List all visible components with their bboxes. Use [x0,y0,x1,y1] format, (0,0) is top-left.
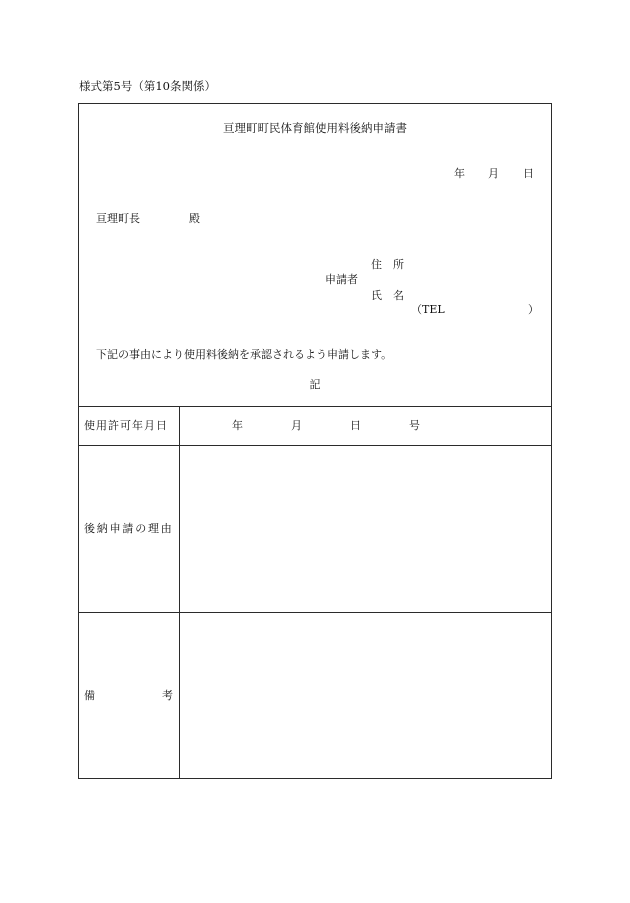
table-top-line [78,406,552,407]
addressee-name: 亘理町長 [96,212,140,225]
permit-date-number: 号 [409,419,420,432]
date-month-label: 月 [488,167,499,180]
addressee-honorific: 殿 [189,212,200,225]
form-title: 亘理町町民体育館使用料後納申請書 [223,121,407,135]
remarks-label-right: 考 [162,689,173,702]
reason-field[interactable] [181,447,550,610]
remarks-field[interactable] [181,614,550,777]
applicant-tel-open: （TEL [411,303,445,316]
date-year-label: 年 [454,167,465,180]
applicant-name-label: 氏 名 [371,289,404,302]
ki-label: 記 [309,378,321,391]
table-row2-line [78,612,552,613]
permit-date-year: 年 [232,419,243,432]
permit-date-label: 使用許可年月日 [84,419,168,432]
permit-date-day: 日 [350,419,361,432]
applicant-address-label: 住 所 [371,258,404,271]
applicant-tel-close: ） [528,303,539,316]
remarks-label-left: 備 [84,689,95,702]
table-column-divider [179,406,180,779]
date-day-label: 日 [523,167,534,180]
table-row1-line [78,445,552,446]
reason-label: 後納申請の理由 [84,522,174,535]
statement-text: 下記の事由により使用料後納を承認されるよう申請します。 [96,348,393,361]
permit-date-month: 月 [291,419,302,432]
form-number: 様式第5号（第10条関係） [79,79,216,93]
applicant-label: 申請者 [325,273,358,286]
